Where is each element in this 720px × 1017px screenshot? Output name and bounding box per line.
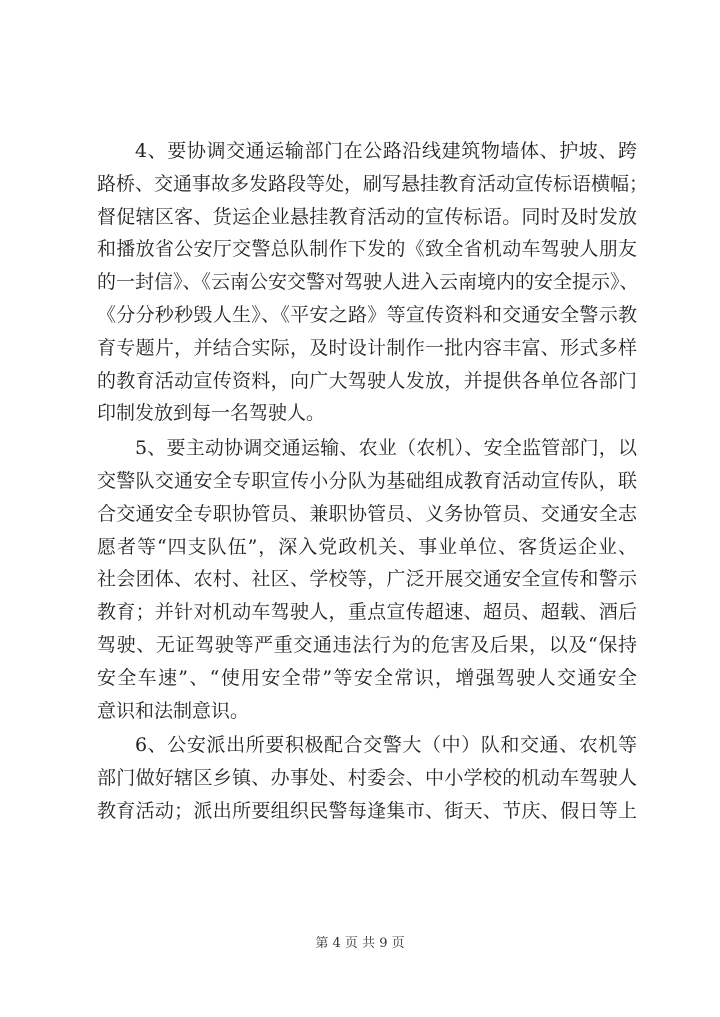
text-line: 的教育活动宣传资料，向广大驾驶人发放，并提供各单位各部门 [97, 369, 637, 392]
text-line: 路桥、交通事故多发路段等处，刷写悬挂教育活动宣传标语横幅； [97, 172, 649, 195]
text-line: 部门做好辖区乡镇、办事处、村委会、中小学校的机动车驾驶人 [97, 767, 637, 790]
text-line: 和播放省公安厅交警总队制作下发的《致全省机动车驾驶人朋友 [97, 238, 637, 261]
text-line: 社会团体、农村、社区、学校等，广泛开展交通安全宣传和警示 [97, 568, 637, 591]
text-line: 教育；并针对机动车驾驶人，重点宣传超速、超员、超载、酒后 [97, 601, 637, 624]
text-line: 愿者等“四支队伍”，深入党政机关、事业单位、客货运企业、 [97, 535, 637, 558]
paragraph-item-5 [97, 432, 637, 727]
text-line: 育专题片，并结合实际，及时设计制作一批内容丰富、形式多样 [97, 336, 637, 359]
text-line: 4、要协调交通运输部门在公路沿线建筑物墙体、护坡、跨 [135, 140, 637, 162]
text-line: 6、公安派出所要积极配合交警大（中）队和交通、农机等 [135, 734, 637, 757]
paragraph-item-4 [97, 135, 649, 430]
text-line: 《分分秒秒毁人生》、《平安之路》等宣传资料和交通安全警示教 [97, 303, 637, 326]
text-line: 教育活动；派出所要组织民警每逢集市、街天、节庆、假日等上 [97, 799, 637, 822]
text-line: 驾驶、无证驾驶等严重交通违法行为的危害及后果，以及“保持 [97, 633, 637, 656]
paragraph-item-6 [97, 729, 637, 827]
text-line: 安全车速”、“使用安全带”等安全常识，增强驾驶人交通安全 [97, 666, 637, 689]
text-line: 印制发放到每一名驾驶人。 [97, 402, 326, 425]
text-line: 5、要主动协调交通运输、农业（农机）、安全监管部门，以 [135, 437, 637, 460]
text-line: 的一封信》、《云南公安交警对驾驶人进入云南境内的安全提示》、 [97, 271, 639, 294]
page-footer [0, 932, 720, 951]
page-number-label: 第 4 页 共 9 页 [315, 936, 405, 951]
text-line: 合交通安全专职协管员、兼职协管员、义务协管员、交通安全志 [97, 502, 637, 525]
text-line: 督促辖区客、货运企业悬挂教育活动的宣传标语。同时及时发放 [97, 205, 637, 228]
text-line: 交警队交通安全专职宣传小分队为基础组成教育活动宣传队，联 [97, 469, 637, 492]
document-body [97, 135, 649, 828]
text-line: 意识和法制意识。 [97, 699, 250, 722]
